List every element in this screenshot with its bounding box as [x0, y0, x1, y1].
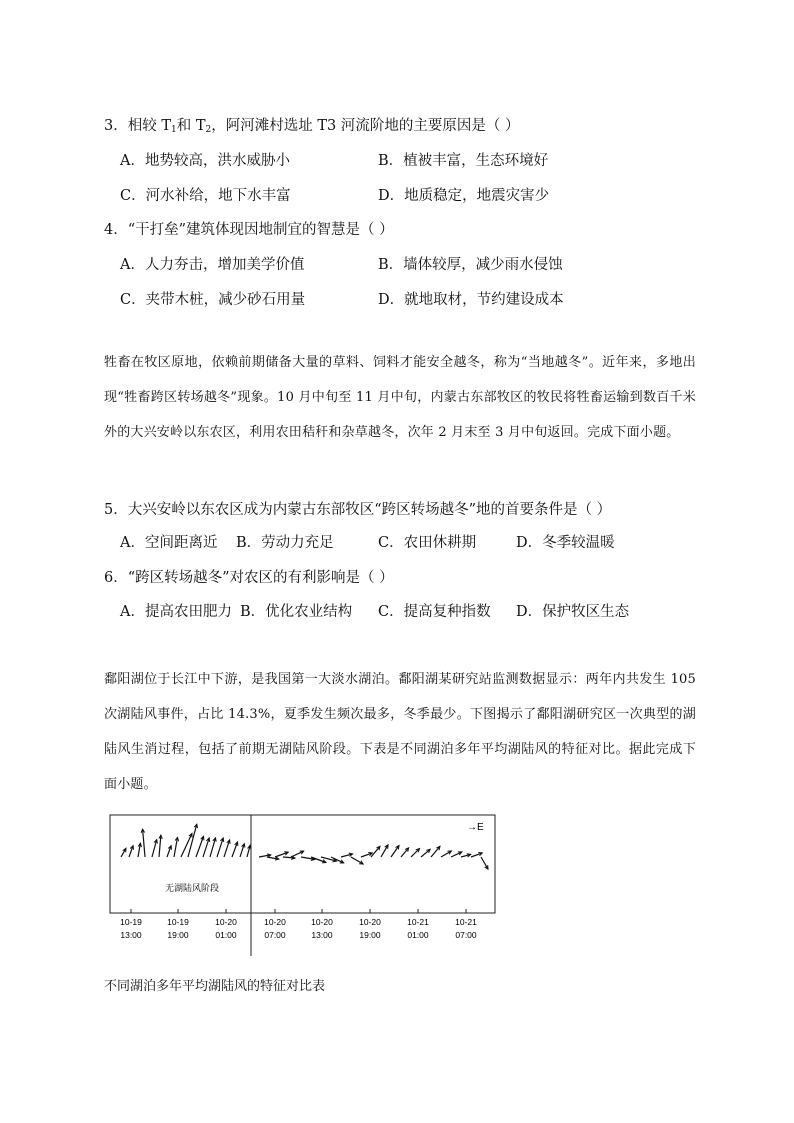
tick-date-label: 10-19 [167, 917, 189, 927]
wind-arrow [401, 848, 409, 857]
tick-time-label: 07:00 [455, 930, 477, 940]
question-4-stem: 4．“干打垒”建筑体现因地制宜的智慧是（ ） [104, 222, 394, 238]
no-breeze-stage-label: 无湖陆风阶段 [165, 884, 220, 894]
tick-time-label: 01:00 [407, 930, 429, 940]
tick-time-label: 13:00 [311, 930, 333, 940]
question-3-stem: 3．相较 $T_1$和 $T_2$，阿河滩村选址 T3 河流阶地的主要原因是（ ） [104, 118, 520, 135]
q5-option-d[interactable]: D．冬季较温暖 [516, 535, 615, 551]
tick-time-label: 13:00 [120, 930, 142, 940]
q5-option-c[interactable]: C．农田休耕期 [378, 535, 477, 551]
wind-arrow [143, 829, 145, 857]
question-6-stem: 6．“跨区转场越冬”对农区的有利影响是（ ） [104, 570, 394, 586]
q6-option-b[interactable]: B．优化农业结构 [240, 604, 353, 620]
q3-option-c[interactable]: C．河水补给，地下水丰富 [120, 188, 291, 204]
q4-option-b[interactable]: B．墙体较厚，减少雨水侵蚀 [378, 257, 563, 273]
q3-option-b[interactable]: B．植被丰富，生态环境好 [378, 153, 549, 169]
tick-date-label: 10-21 [407, 917, 429, 927]
east-direction-legend: →E [467, 822, 484, 833]
q3-option-d[interactable]: D．地质稳定，地震灾害少 [378, 188, 550, 204]
time-axis-ticks [120, 909, 477, 940]
q3-option-a[interactable]: A．地势较高，洪水威胁小 [120, 153, 290, 169]
table-caption: 不同湖泊多年平均湖陆风的特征对比表 [104, 979, 326, 994]
q4-option-c[interactable]: C．夹带木桩，减少砂石用量 [120, 292, 306, 308]
wind-arrow [181, 833, 192, 857]
question-5-stem: 5．大兴安岭以东农区成为内蒙古东部牧区“跨区转场越冬”地的首要条件是（ ） [104, 502, 612, 518]
wind-arrow [371, 846, 380, 857]
tick-time-label: 19:00 [167, 930, 189, 940]
tick-time-label: 07:00 [264, 930, 286, 940]
q6-option-d[interactable]: D．保护牧区生态 [516, 604, 630, 620]
q6-option-a[interactable]: A．提高农田肥力 [120, 604, 232, 620]
tick-time-label: 19:00 [359, 930, 381, 940]
q6-option-c[interactable]: C．提高复种指数 [378, 604, 491, 620]
q5-option-b[interactable]: B．劳动力充足 [236, 535, 334, 551]
wind-vectors [121, 824, 488, 869]
q5-option-a[interactable]: A．空间距离近 [120, 535, 218, 551]
figure-frame [110, 815, 495, 913]
reading-passage-livestock: 牲畜在牧区原地，依赖前期储备大量的草料、饲料才能安全越冬，称为“当地越冬”。近年来，多地出现“牲畜跨区转场越冬”现象。10 月中旬至 11 月中旬，内蒙古东部牧区的牧民将牲畜运输到数百千米外的大兴安岭以东农区，利用农田秸秆和杂草越冬，次年 2 月末至 3 月中旬返回。完成下面小题。 [104, 355, 696, 440]
tick-date-label: 10-20 [264, 917, 286, 927]
reading-passage-poyang-lake: 鄱阳湖位于长江中下游，是我国第一大淡水湖泊。鄱阳湖某研究站监测数据显示：两年内共发生 105 次湖陆风事件，占比 14.3%，夏季发生频次最多，冬季最少。下图揭示了鄱阳湖研究区一次典型的湖陆风生消过程，包括了前期无湖陆风阶段。下表是不同湖泊多年平均湖陆风的特征对比。据此完成下面小题。 [104, 672, 696, 792]
wind-arrow [196, 836, 204, 857]
tick-date-label: 10-20 [215, 917, 237, 927]
wind-arrow [188, 824, 197, 857]
wind-arrow [203, 838, 209, 857]
q4-option-d[interactable]: D．就地取材，节约建设成本 [378, 292, 564, 308]
tick-time-label: 01:00 [215, 930, 237, 940]
wind-arrow [431, 846, 440, 857]
lake-land-breeze-wind-figure [105, 812, 500, 960]
tick-date-label: 10-20 [359, 917, 381, 927]
wind-arrow [217, 838, 223, 857]
wind-arrow [411, 849, 420, 858]
tick-date-label: 10-21 [455, 917, 477, 927]
tick-date-label: 10-20 [311, 917, 333, 927]
wind-arrow [391, 846, 399, 858]
tick-date-label: 10-19 [120, 917, 142, 927]
q4-option-a[interactable]: A．人力夯击，增加美学价值 [120, 257, 305, 273]
wind-arrow [421, 849, 430, 857]
